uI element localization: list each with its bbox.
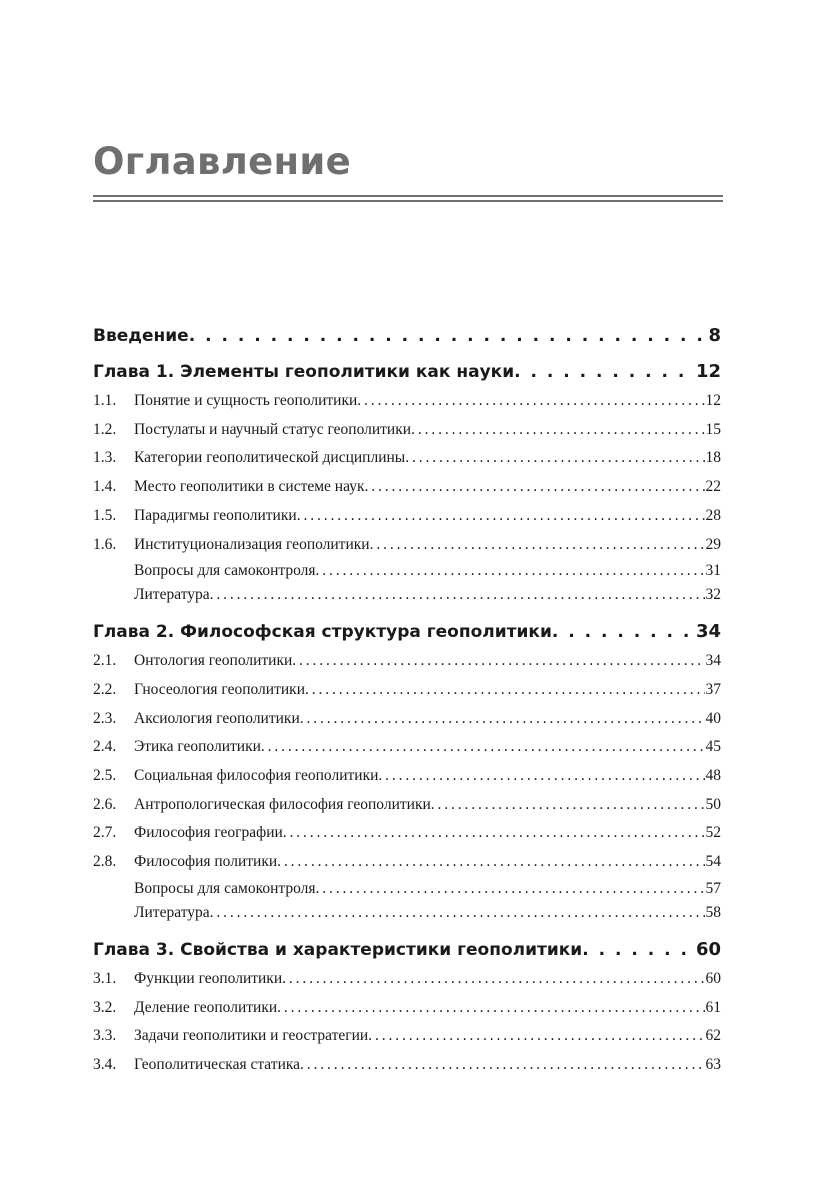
section-number: 1.6. [93, 535, 117, 553]
toc-page-number: 29 [705, 535, 721, 553]
toc-section[interactable] [93, 733, 721, 762]
section-number: 3.4. [93, 1055, 117, 1073]
toc-page-number: 37 [705, 680, 721, 698]
toc-section[interactable] [93, 416, 721, 445]
toc-page-number: 31 [705, 562, 721, 580]
section-title: Деление геополитики [134, 998, 278, 1016]
section-number: 2.3. [93, 709, 117, 727]
toc-page-number: 58 [705, 903, 721, 921]
subsection-title: Вопросы для самоконтроля [134, 879, 316, 897]
toc-entry-introduction[interactable] [93, 325, 721, 347]
toc-subsection[interactable] [93, 901, 721, 925]
section-number: 2.7. [93, 824, 117, 842]
section-title: Аксиология геополитики [134, 709, 300, 727]
section-title: Задачи геополитики и геостратегии [134, 1027, 369, 1045]
toc-page-number: 54 [705, 853, 721, 871]
section-title: Философия политики [134, 853, 278, 871]
toc-section[interactable] [93, 444, 721, 473]
chapter-title: Глава 3. Свойства и характеристики геополитики [93, 939, 583, 960]
dot-leader [368, 1022, 704, 1051]
dot-leader [514, 361, 696, 383]
dot-leader [261, 733, 705, 762]
toc-section[interactable] [93, 676, 721, 705]
toc-page-number: 40 [705, 709, 721, 727]
section-title: Институционализация геополитики [134, 535, 370, 553]
dot-leader [300, 705, 705, 734]
toc-page-number: 61 [705, 998, 721, 1016]
dot-leader [210, 901, 705, 925]
toc-page-number: 22 [705, 478, 721, 496]
dot-leader [405, 444, 704, 473]
section-title: Онтология геополитики [134, 652, 293, 670]
toc-section[interactable] [93, 531, 721, 560]
section-number: 1.4. [93, 478, 117, 496]
section-title: Категории геополитической дисциплины [134, 449, 406, 467]
toc-subsection[interactable] [93, 559, 721, 583]
section-title: Антропологическая философия геополитики [134, 795, 431, 813]
toc-section[interactable] [93, 387, 721, 416]
section-number: 2.5. [93, 767, 117, 785]
section-number: 3.2. [93, 998, 117, 1016]
toc-page-number: 57 [705, 879, 721, 897]
section-title: Социальная философия геополитики [134, 767, 379, 785]
section-title: Парадигмы геополитики [134, 506, 297, 524]
toc-page-number: 12 [705, 392, 721, 409]
toc-page-number: 45 [705, 738, 721, 756]
toc-page-number: 34 [705, 652, 721, 670]
dot-leader [277, 848, 704, 877]
toc-section[interactable] [93, 762, 721, 791]
toc-page-number: 50 [705, 795, 721, 813]
section-number: 3.3. [93, 1027, 117, 1045]
toc-chapter-3[interactable] [93, 939, 721, 961]
toc-chapter-2[interactable] [93, 621, 721, 643]
dot-leader [582, 939, 696, 961]
dot-leader [283, 819, 705, 848]
toc-page-number: 12 [695, 361, 721, 382]
subsection-title: Вопросы для самоконтроля [134, 562, 316, 580]
toc-subsection[interactable] [93, 583, 721, 607]
subsection-title: Литература [134, 586, 210, 604]
toc-page-number: 48 [705, 767, 721, 785]
toc-section[interactable] [93, 819, 721, 848]
toc-section[interactable] [93, 647, 721, 676]
dot-leader [300, 1051, 704, 1080]
dot-leader [297, 502, 705, 531]
section-number: 2.4. [93, 738, 117, 756]
dot-leader [315, 877, 704, 901]
dot-leader [431, 791, 705, 820]
chapter-title: Глава 2. Философская структура геополитики [93, 622, 552, 643]
section-title: Понятие и сущность геополитики [134, 392, 358, 409]
section-number: 2.2. [93, 680, 117, 698]
section-number: 1.2. [93, 420, 117, 438]
dot-leader [292, 647, 704, 676]
toc-page-number: 32 [705, 586, 721, 604]
toc-section[interactable] [93, 473, 721, 502]
dot-leader [357, 387, 704, 416]
section-title: Этика геополитики [134, 738, 261, 756]
title-double-rule [93, 195, 723, 202]
dot-leader [378, 762, 704, 791]
section-title: Философия географии [134, 824, 283, 842]
chapter-title: Глава 1. Элементы геополитики как науки [93, 362, 515, 382]
toc-section[interactable] [93, 502, 721, 531]
toc-page-number: 34 [695, 621, 721, 643]
toc-page-number: 62 [705, 1027, 721, 1045]
section-number: 2.1. [93, 652, 117, 670]
subsection-title: Литература [134, 903, 210, 921]
dot-leader [277, 994, 704, 1023]
toc-subsection[interactable] [93, 877, 721, 901]
section-title: Место геополитики в системе наук [134, 478, 365, 496]
toc-section[interactable] [93, 1051, 721, 1080]
dot-leader [305, 676, 705, 705]
section-number: 1.3. [93, 449, 117, 467]
dot-leader [315, 559, 704, 583]
toc-section[interactable] [93, 1022, 721, 1051]
toc-section[interactable] [93, 848, 721, 877]
section-title: Геополитическая статика [134, 1055, 301, 1073]
section-number: 2.8. [93, 853, 117, 871]
toc-page-number: 52 [705, 824, 721, 842]
toc-page-number: 28 [705, 506, 721, 524]
dot-leader [210, 583, 705, 607]
section-title: Постулаты и научный статус геополитики [134, 420, 412, 438]
toc-page-number: 60 [705, 969, 721, 987]
dot-leader [189, 325, 709, 347]
toc-section[interactable] [93, 705, 721, 734]
dot-leader [411, 416, 704, 445]
dot-leader [552, 621, 696, 643]
section-title: Гносеология геополитики [134, 680, 305, 698]
toc-page-number: 18 [705, 449, 721, 467]
toc-page-number: 63 [705, 1055, 721, 1073]
page-title: Оглавление [93, 140, 352, 183]
toc-section[interactable] [93, 965, 721, 994]
dot-leader [364, 473, 704, 502]
toc-page-number: 60 [695, 938, 721, 960]
toc-section[interactable] [93, 791, 721, 820]
toc-section[interactable] [93, 994, 721, 1023]
toc-chapter-1[interactable] [93, 361, 721, 383]
section-title: Функции геополитики [134, 969, 283, 987]
dot-leader [370, 531, 705, 560]
section-number: 1.1. [93, 392, 117, 409]
section-number: 2.6. [93, 795, 117, 813]
dot-leader [282, 965, 704, 994]
toc-entry-label: Введение [93, 326, 189, 346]
table-of-contents [93, 325, 721, 1080]
section-number: 1.5. [93, 506, 117, 524]
toc-page-number: 8 [708, 325, 721, 346]
section-number: 3.1. [93, 969, 117, 987]
toc-page-number: 15 [705, 420, 721, 438]
